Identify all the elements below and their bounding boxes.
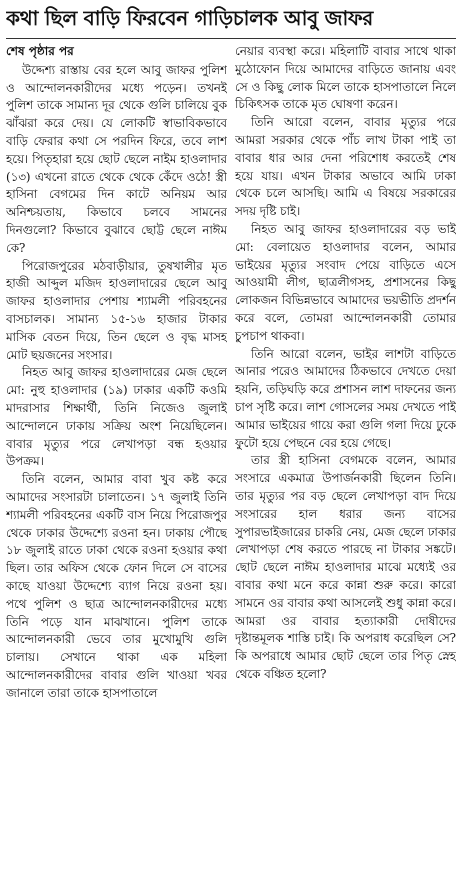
paragraph: উদ্দেশ্য রাস্তায় বের হলে আবু জাফর পুলিশ ও আন্দোলনকারীদের মধ্যে পড়েন। তখনই পুলিশ তাকে সামান্য দূর থেকে গুলি চালিয়ে বুক ঝাঁঝরা করে দেয়। যে লোকটি স্বাভাবিকভাবে বাড়ি ফেরার কথা সে পরদিন ফিরে, তবে লাশ হয়ে। পিতৃহারা হয়ে ছোট ছেলে নাইম হাওলাদার (১৩) এখনো রাতে থেকে থেকে কেঁদে ওঠে! স্ত্রী হাসিনা বেগমের দিন কাটে অনিয়ম আর অনিশ্চয়তায়, কিভাবে চলবে সামনের দিনগুলো? কিভাবে বুঝাবে ছোট্ট ছেলে নাঈম কে? bbox=[6, 62, 227, 255]
paragraph: নেয়ার ব্যবস্থা করে। মহিলাটি বাবার সাথে থাকা মুঠোফোন দিয়ে আমাদের বাড়িতে জানায় এবং সে ও কিছু লোক মিলে তাকে হাসপাতালে নিলে চিকিৎসক তাকে মৃত ঘোষণা করেন। bbox=[235, 44, 456, 112]
paragraph: নিহত আবু জাফর হাওলাদারের মেজ ছেলে মো: নুহু হাওলাদার (১৯) ঢাকার একটি কওমি মাদরাসার শিক্ষার্থী, তিনি নিজেও জুলাই আন্দোলনে ঢাকায় সক্রিয় অংশ নিয়েছিলেন। বাবার মৃত্যুর পরে লেখাপড়া বন্ধ হওয়ার উপক্রম। bbox=[6, 365, 227, 469]
paragraph: তিনি বলেন, আমার বাবা খুব কষ্ট করে আমাদের সংসারটা চালাতেন। ১৭ জুলাই তিনি শ্যামলী পরিবহনের একটি বাস নিয়ে পিরোজপুর থেকে ঢাকার উদ্দেশ্যে রওনা হন। ঢাকায় পৌছে ১৮ জুলাই রাতে ঢাকা থেকে রওনা হওয়ার কথা ছিল। তার অফিস থেকে ফোন দিলে সে বাসের কাছে যাওয়া উদ্দেশ্যে ব্যাগ নিয়ে রওনা হয়। পথে পুলিশ ও ছাত্র আন্দোলনকারীদের মধ্যে তিনি পড়ে যান মাঝখানে। পুলিশ তাকে আন্দোলনকারী ভেবে তার মুখোমুখি গুলি চালায়। সেখানে থাকা এক মহিলা আন্দোলনকারীদের বাবার গুলি খাওয়া খবর জানালে তারা তাকে হাসপাতালে bbox=[6, 472, 227, 700]
right-column bbox=[235, 43, 456, 885]
paragraph: তার স্ত্রী হাসিনা বেগমকে বলেন, আমার সংসারে একমাত্র উপার্জনকারী ছিলেন তিনি। তার মৃত্যুর পর বড় ছেলে লেখাপড়া বাদ দিয়ে সংসারের হাল ধরার জন্য বাসের সুপারভাইজারের চাকরি নেয়, মেজ ছেলে ঢাকার লেখাপড়া শেষ করতে পারছে না টাকার সঙ্কটে। ছোট ছেলে নাঈম হাওলাদার মাঝে মধ্যেই ওর বাবার কথা মনে করে কান্না শুরু করে। কারো সামনে ওর বাবার কথা আসলেই শুধু কান্না করে। আমরা ওর বাবার হত্যাকারী দোষীদের দৃষ্টান্তমূলক শাস্তি চাই। কি অপরাধ করেছিল সে? কি অপরাধে আমার ছোট ছেলে তার পিতৃ স্নেহ থেকে বঞ্চিত হলো? bbox=[235, 453, 456, 681]
paragraph: নিহত আবু জাফর হাওলাদারের বড় ভাই মো: বেলায়েত হাওলাদার বলেন, আমার ভাইয়ের মৃত্যুর সংবাদ পেয়ে বাড়িতে এসে আওয়ামী লীগ, ছাত্রলীগসহ, প্রশাসনের কিছু লোকজন বিভিন্নভাবে আমাদের ভয়ভীতি প্রদর্শন করে বলে, তোমরা আন্দোলনকারী তোমার চুপচাপ থাকবা। bbox=[235, 221, 456, 343]
paragraph: তিনি আরো বলেন, বাবার মৃত্যুর পরে আমরা সরকার থেকে পাঁচ লাখ টাকা পাই তা বাবার ধার আর দেনা পরিশোধ করতেই শেষ হয়ে যায়। এখন টাকার অভাবে আমি ঢাকা থেকে চলে আসছি। আমি এ বিষয়ে সরকারের সদয় দৃষ্টি চাই। bbox=[235, 115, 456, 219]
paragraph: পিরোজপুরের মঠবাড়ীয়ার, তুষখালীর মৃত হাজী আব্দুল মজিদ হাওলাদারের ছেলে আবু জাফর হাওলাদার পেশায় শ্যামলী পরিবহনের বাসচালক। সামান্য ১৫-১৬ হাজার টাকার মাসিক বেতন দিয়ে, তিন ছেলে ও বৃদ্ধ মাসহ মোট ছয়জনের সংসার। bbox=[6, 258, 227, 362]
paragraph: তিনি আরো বলেন, ভাইর লাশটা বাড়িতে আনার পরেও আমাদের ঠিকভাবে দেখতে দেয়া হয়নি, তড়িঘড়ি করে প্রশাসন লাশ দাফনের জন্য চাপ সৃষ্টি করে। লাশ গোসলের সময় দেখতে পাই আমার ভাইয়ের গায়ে করা গুলি গলা দিয়ে ঢুকে ফুটো হয়ে পেছনে বের হয়ে গেছে। bbox=[235, 346, 456, 450]
headline-divider bbox=[6, 38, 456, 39]
article-body bbox=[6, 43, 456, 885]
left-column bbox=[6, 43, 227, 885]
headline: কথা ছিল বাড়ি ফিরবেন গাড়িচালক আবু জাফর bbox=[6, 6, 374, 30]
continued-kicker: শেষ পৃষ্ঠার পর bbox=[6, 44, 74, 58]
